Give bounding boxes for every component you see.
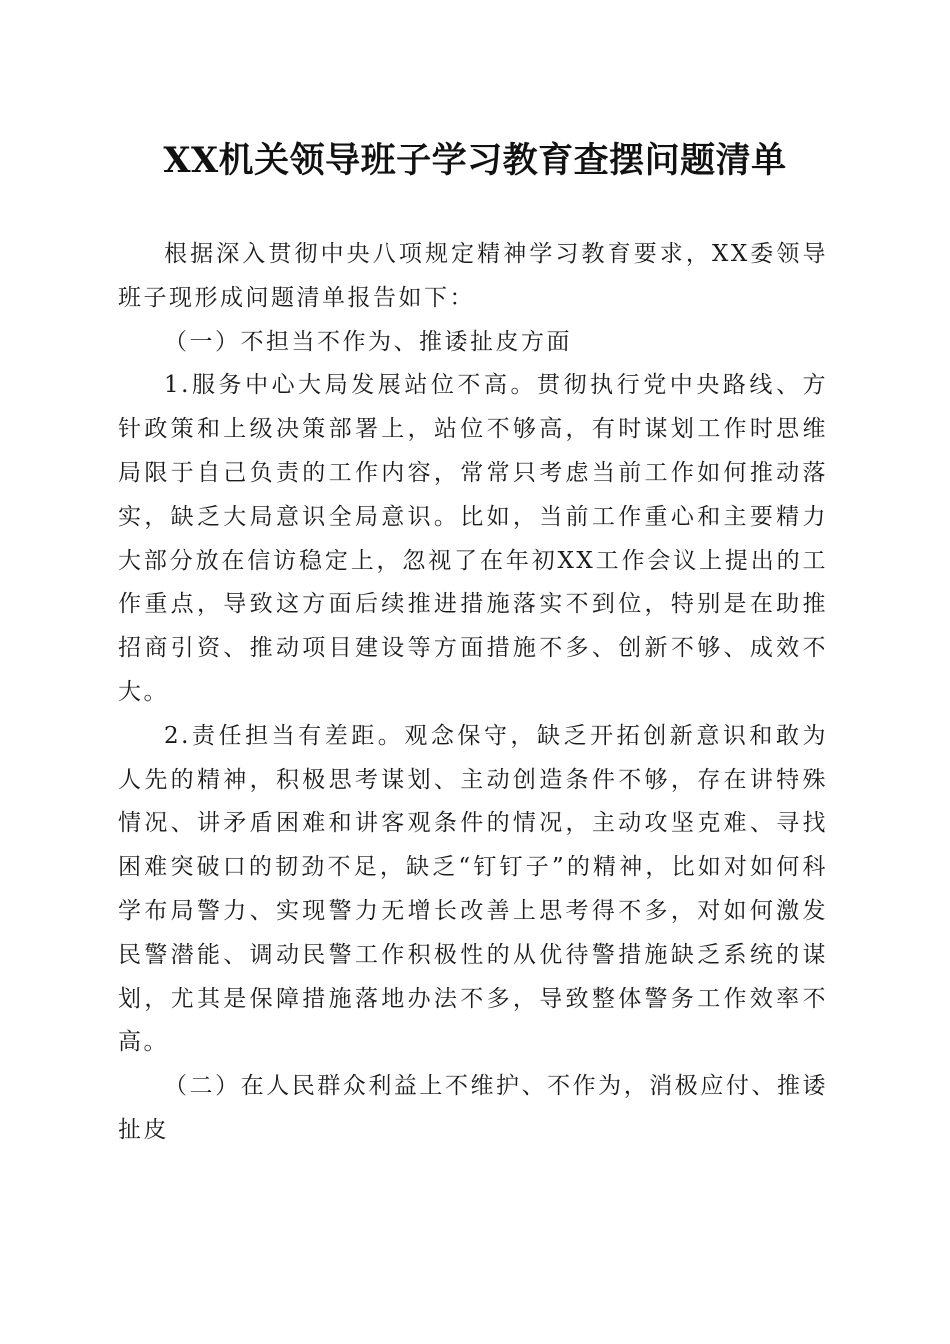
intro-paragraph: 根据深入贯彻中央八项规定精神学习教育要求，XX委领导班子现形成问题清单报告如下： bbox=[118, 241, 828, 311]
item-paragraph-2: 2.责任担当有差距。观念保守，缺乏开拓创新意识和敢为人先的精神，积极思考谋划、主动创造条件不够，存在讲特殊情况、讲矛盾困难和讲客观条件的情况，主动攻坚克难、寻找困难突破口的韧劲不足，缺乏“钉钉子”的精神，比如对如何科学布局警力、实现警力无增长改善上思考得不多，对如何激发民警潜能、调动民警工作积极性的从优待警措施缺乏系统的谋划，尤其是保障措施落地办法不多，导致整体警务工作效率不高。 bbox=[118, 722, 828, 1056]
item-paragraph-1: 1.服务中心大局发展站位不高。贯彻执行党中央路线、方针政策和上级决策部署上，站位不够高，有时谋划工作时思维局限于自己负责的工作内容，常常只考虑当前工作如何推动落实，缺乏大局意识全局意识。比如，当前工作重心和主要精力大部分放在信访稳定上，忽视了在年初XX工作会议上提出的工作重点，导致这方面后续推进措施落实不到位，特别是在助推招商引资、推动项目建设等方面措施不多、创新不够、成效不大。 bbox=[118, 372, 828, 705]
section-heading-1: （一）不担当不作为、推诿扯皮方面 bbox=[164, 328, 572, 355]
document-body bbox=[118, 233, 828, 1153]
section-heading-2: （二）在人民群众利益上不维护、不作为，消极应付、推诿扯皮 bbox=[118, 1073, 828, 1143]
document-title: XX机关领导班子学习教育查摆问题清单 bbox=[163, 140, 787, 181]
